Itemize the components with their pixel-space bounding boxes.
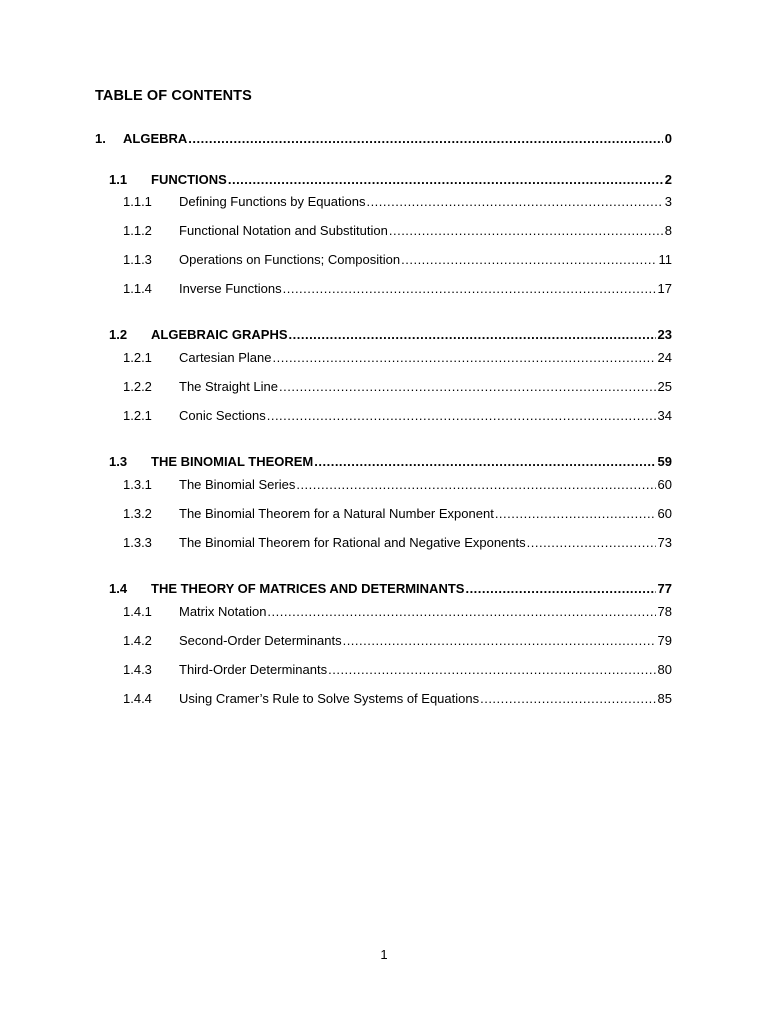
toc-entry-number: 1.4.1	[123, 604, 152, 619]
toc-subsection-entry[interactable]	[123, 281, 672, 297]
toc-entry-page: 60	[657, 477, 672, 492]
toc-entry-page: 60	[657, 506, 672, 521]
toc-subsection-entry[interactable]	[123, 506, 672, 522]
toc-entry-number: 1.1.2	[123, 223, 152, 238]
toc-entry-page: 3	[664, 194, 672, 209]
toc-entry-page: 80	[657, 662, 672, 677]
toc-entry-number: 1.3.2	[123, 506, 152, 521]
toc-dot-leader	[527, 535, 656, 551]
toc-dot-leader	[389, 223, 663, 239]
toc-subsection-entry[interactable]	[123, 252, 672, 268]
toc-entry-label: The Binomial Theorem for a Natural Number Exponent	[179, 506, 494, 521]
toc-dot-leader	[279, 379, 656, 395]
toc-entry-number: 1.3.1	[123, 477, 152, 492]
toc-entry-label: The Binomial Theorem for Rational and Negative Exponents	[179, 535, 526, 550]
toc-dot-leader	[273, 350, 656, 366]
toc-subsection-entry[interactable]	[123, 223, 672, 239]
toc-entry-page: 34	[657, 408, 672, 423]
toc-entry-page: 24	[657, 350, 672, 365]
toc-dot-leader	[343, 633, 656, 649]
toc-dot-leader	[465, 581, 655, 597]
toc-entry-label: Defining Functions by Equations	[179, 194, 366, 209]
toc-entry-number: 1.2.1	[123, 408, 152, 423]
toc-entry-label: ALGEBRAIC GRAPHS	[151, 327, 288, 342]
toc-dot-leader	[283, 281, 656, 297]
toc-dot-leader	[267, 408, 656, 424]
toc-entry-page: 23	[657, 327, 672, 342]
toc-dot-leader	[188, 131, 662, 147]
toc-dot-leader	[296, 477, 655, 493]
toc-subsection-entry[interactable]	[123, 477, 672, 493]
toc-dot-leader	[314, 454, 655, 470]
toc-entry-label: The Straight Line	[179, 379, 279, 394]
toc-entry-number: 1.4.4	[123, 691, 152, 706]
toc-entry-label: Cartesian Plane	[179, 350, 272, 365]
toc-entry-page: 2	[664, 172, 672, 187]
toc-subsection-entry[interactable]	[123, 194, 672, 210]
toc-entry-label: Functional Notation and Substitution	[179, 223, 388, 238]
toc-entry-page: 73	[657, 535, 672, 550]
toc-dot-leader	[289, 327, 656, 343]
toc-entry-page: 11	[658, 252, 672, 267]
toc-subsection-entry[interactable]	[123, 691, 672, 707]
toc-title: TABLE OF CONTENTS	[95, 88, 252, 104]
toc-entry-number: 1.4.2	[123, 633, 152, 648]
toc-entry-label: Operations on Functions; Composition	[179, 252, 401, 267]
toc-entry-number: 1.4	[109, 581, 128, 596]
toc-entry-page: 0	[664, 131, 672, 146]
toc-chapter-entry[interactable]	[95, 131, 672, 147]
toc-dot-leader	[495, 506, 656, 522]
toc-dot-leader	[401, 252, 656, 268]
toc-entry-page: 77	[657, 581, 672, 596]
toc-subsection-entry[interactable]	[123, 379, 672, 395]
toc-entry-number: 1.3	[109, 454, 128, 469]
toc-dot-leader	[228, 172, 663, 188]
toc-entry-label: THE THEORY OF MATRICES AND DETERMINANTS	[151, 581, 465, 596]
toc-entry-number: 1.1.1	[123, 194, 152, 209]
toc-entry-page: 17	[657, 281, 672, 296]
toc-entry-number: 1.2	[109, 327, 128, 342]
toc-entry-number: 1.	[95, 131, 106, 146]
toc-dot-leader	[328, 662, 655, 678]
toc-entry-number: 1.3.3	[123, 535, 152, 550]
toc-entry-label: Inverse Functions	[179, 281, 282, 296]
toc-subsection-entry[interactable]	[123, 662, 672, 678]
toc-entry-number: 1.1	[109, 172, 128, 187]
toc-subsection-entry[interactable]	[123, 604, 672, 620]
toc-entry-label: Second-Order Determinants	[179, 633, 342, 648]
toc-entry-number: 1.4.3	[123, 662, 152, 677]
footer-page-number: 1	[380, 947, 388, 962]
toc-section-entry[interactable]	[109, 172, 672, 188]
toc-section-entry[interactable]	[109, 454, 672, 470]
toc-entry-page: 59	[657, 454, 672, 469]
toc-entry-label: FUNCTIONS	[151, 172, 227, 187]
toc-subsection-entry[interactable]	[123, 535, 672, 551]
toc-entry-page: 8	[664, 223, 672, 238]
toc-entry-label: Matrix Notation	[179, 604, 267, 619]
toc-entry-label: ALGEBRA	[123, 131, 188, 146]
toc-dot-leader	[267, 604, 655, 620]
toc-entry-label: Conic Sections	[179, 408, 266, 423]
toc-entry-label: THE BINOMIAL THEOREM	[151, 454, 314, 469]
toc-entry-page: 79	[657, 633, 672, 648]
toc-entry-page: 25	[657, 379, 672, 394]
toc-dot-leader	[366, 194, 662, 210]
toc-entry-number: 1.1.3	[123, 252, 152, 267]
toc-section-entry[interactable]	[109, 581, 672, 597]
toc-entry-label: Using Cramer’s Rule to Solve Systems of Equations	[179, 691, 480, 706]
toc-subsection-entry[interactable]	[123, 633, 672, 649]
toc-subsection-entry[interactable]	[123, 350, 672, 366]
toc-entry-number: 1.1.4	[123, 281, 152, 296]
toc-section-entry[interactable]	[109, 327, 672, 343]
toc-entry-number: 1.2.2	[123, 379, 152, 394]
toc-entry-number: 1.2.1	[123, 350, 152, 365]
toc-entry-page: 85	[657, 691, 672, 706]
toc-entry-label: Third-Order Determinants	[179, 662, 328, 677]
toc-entry-label: The Binomial Series	[179, 477, 296, 492]
toc-dot-leader	[480, 691, 655, 707]
toc-subsection-entry[interactable]	[123, 408, 672, 424]
toc-entry-page: 78	[657, 604, 672, 619]
